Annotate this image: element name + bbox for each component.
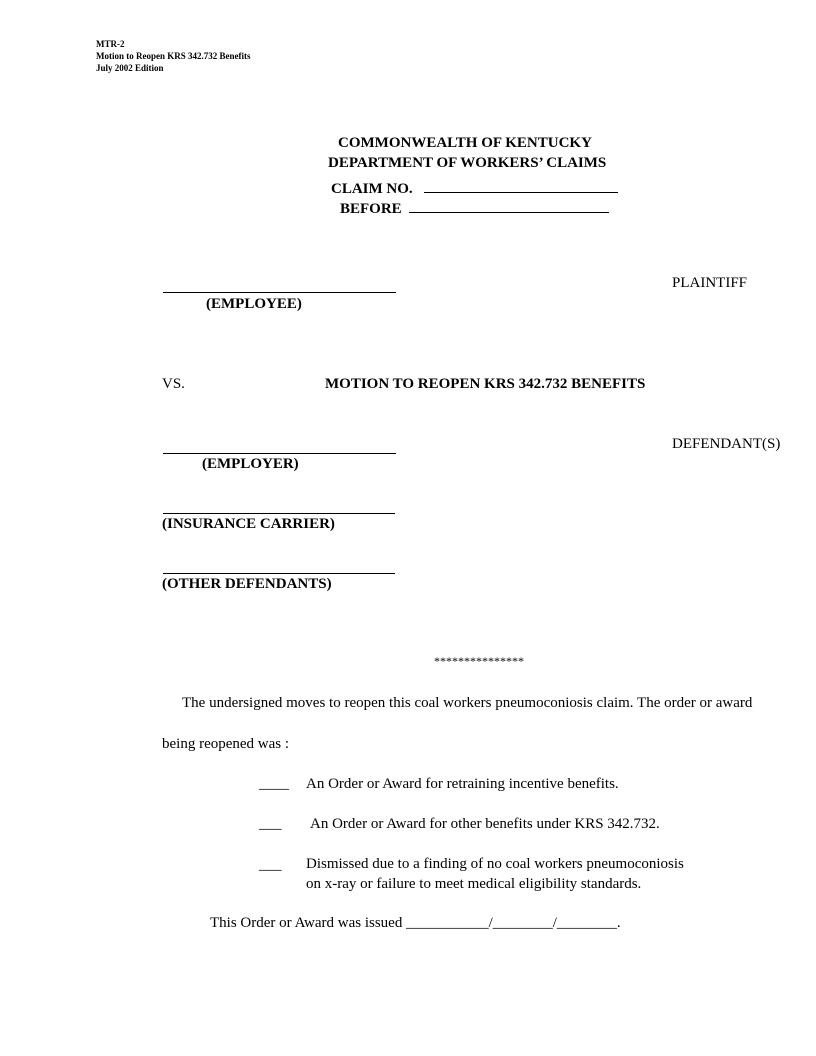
- claim-no-label: CLAIM NO.: [331, 181, 413, 197]
- claim-no-row: [331, 176, 618, 198]
- option-other-benefits-checkbox[interactable]: ___: [259, 816, 282, 832]
- insurance-carrier-label: (INSURANCE CARRIER): [162, 516, 335, 532]
- other-defendants-label: (OTHER DEFENDANTS): [162, 576, 332, 592]
- plaintiff-label: PLAINTIFF: [672, 275, 748, 291]
- employee-name-field[interactable]: [163, 292, 396, 293]
- other-defendants-field[interactable]: [163, 573, 395, 574]
- employee-label: (EMPLOYEE): [206, 296, 302, 312]
- caption-department: DEPARTMENT OF WORKERS’ CLAIMS: [328, 155, 607, 171]
- option-dismissed-checkbox[interactable]: ___: [259, 857, 282, 873]
- before-field[interactable]: [409, 196, 609, 213]
- option-retraining-text: An Order or Award for retraining incentive benefits.: [306, 776, 619, 792]
- motion-body-line2: being reopened was :: [162, 736, 290, 752]
- employer-label: (EMPLOYER): [202, 456, 299, 472]
- motion-body-line1: The undersigned moves to reopen this coal workers pneumoconiosis claim. The order or award: [182, 695, 753, 711]
- vs-label: VS.: [162, 376, 185, 392]
- option-dismissed-text-line2: on x-ray or failure to meet medical eligibility standards.: [306, 876, 642, 892]
- defendants-label: DEFENDANT(S): [672, 436, 781, 452]
- form-edition: July 2002 Edition: [96, 63, 164, 73]
- before-label: BEFORE: [340, 201, 402, 217]
- option-other-benefits-text: An Order or Award for other benefits under KRS 342.732.: [310, 816, 660, 832]
- form-number: MTR-2: [96, 39, 125, 49]
- asterisk-separator: ***************: [434, 654, 524, 668]
- claim-no-field[interactable]: [424, 176, 618, 193]
- motion-title: MOTION TO REOPEN KRS 342.732 BENEFITS: [325, 376, 646, 392]
- employer-name-field[interactable]: [163, 453, 396, 454]
- issued-date-line[interactable]: This Order or Award was issued ___________/________/________.: [210, 915, 621, 931]
- option-retraining-checkbox[interactable]: ____: [259, 776, 289, 792]
- caption-commonwealth: COMMONWEALTH OF KENTUCKY: [338, 135, 592, 151]
- before-row: [340, 196, 609, 218]
- form-title: Motion to Reopen KRS 342.732 Benefits: [96, 51, 251, 61]
- option-dismissed-text-line1: Dismissed due to a finding of no coal workers pneumoconiosis: [306, 856, 684, 872]
- insurance-carrier-field[interactable]: [163, 513, 395, 514]
